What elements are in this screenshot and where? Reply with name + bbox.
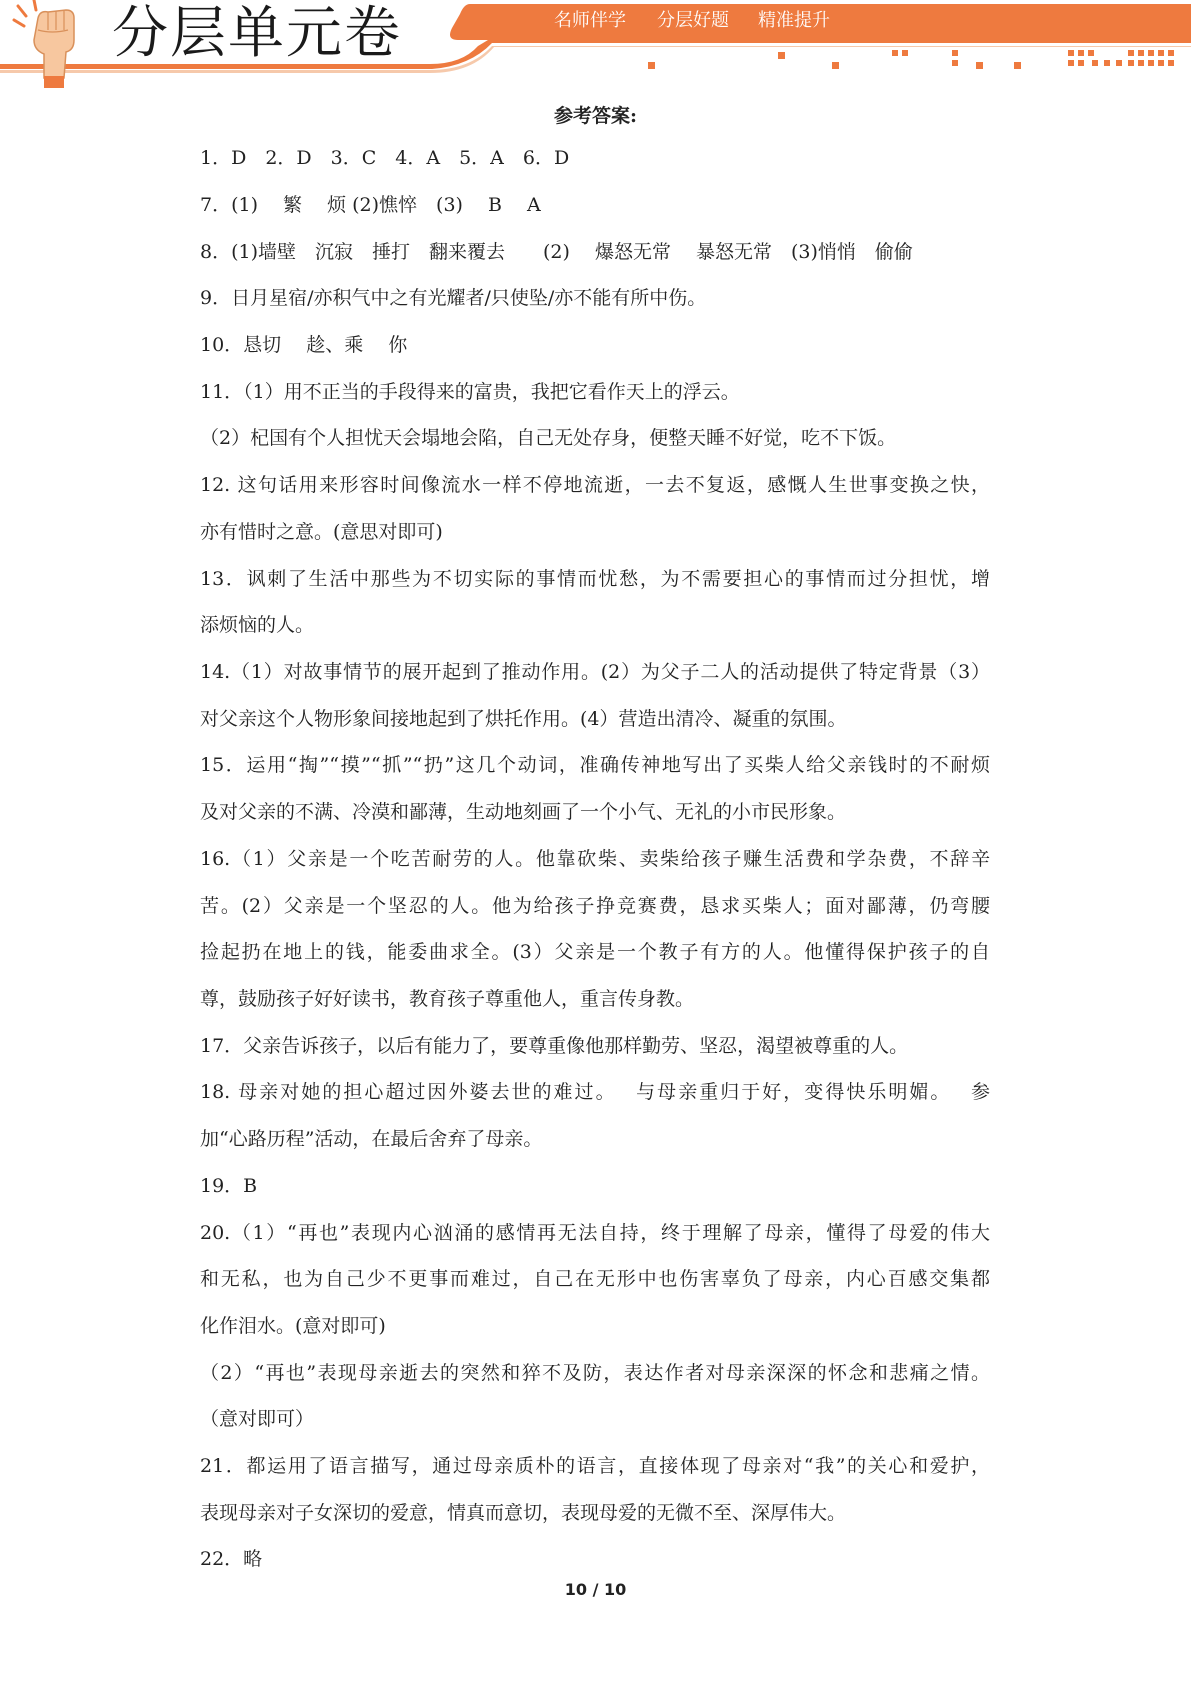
answer-line: 12. 这句话用来形容时间像流水一样不停地流逝，一去不复返，感慨人生世事变换之快， bbox=[200, 474, 990, 496]
answer-line: （2）“再也”表现母亲逝去的突然和猝不及防，表达作者对母亲深深的怀念和悲痛之情。 bbox=[200, 1362, 990, 1384]
slogan-1: 名师伴学 bbox=[554, 10, 626, 31]
answer-line: 亦有惜时之意。(意思对即可) bbox=[200, 521, 443, 543]
answer-line: 8．(1)墙壁 沉寂 捶打 翻来覆去 (2) 爆怒无常 暴怒无常 (3)悄悄 偷偷 bbox=[200, 241, 913, 263]
answer-line: 尊，鼓励孩子好好读书，教育孩子尊重他人，重言传身教。 bbox=[200, 988, 695, 1010]
answer-line: 14.（1）对故事情节的展开起到了推动作用。(2）为父子二人的活动提供了特定背景（3） bbox=[200, 661, 990, 683]
page-header bbox=[0, 0, 1191, 80]
page-number: 10 / 10 bbox=[564, 1580, 627, 1599]
answer-line: 20.（1）“再也”表现内心汹涌的感情再无法自持，终于理解了母亲，懂得了母爱的伟大 bbox=[200, 1222, 990, 1244]
answer-line: 1．D 2．D 3．C 4．A 5．A 6．D bbox=[200, 147, 570, 169]
answer-line: 和无私，也为自己少不更事而难过，自己在无形中也伤害辜负了母亲，内心百感交集都 bbox=[200, 1268, 990, 1290]
answer-line: 7．(1) 繁 烦 (2)憔悴 (3) B A bbox=[200, 194, 541, 216]
decorative-squares bbox=[0, 0, 1191, 80]
answer-line: 11．（1）用不正当的手段得来的富贵，我把它看作天上的浮云。 bbox=[200, 381, 740, 403]
answer-line: 19．B bbox=[200, 1175, 258, 1197]
slogan-3: 精准提升 bbox=[758, 10, 830, 31]
answer-line: 15．运用“掏”“摸”“抓”“扔”这几个动词，准确传神地写出了买柴人给父亲钱时的不耐烦 bbox=[200, 754, 990, 776]
answers-title: 参考答案: bbox=[553, 105, 637, 127]
answer-line: 18. 母亲对她的担心超过因外婆去世的难过。 与母亲重归于好，变得快乐明媚。 参 bbox=[200, 1081, 990, 1103]
answer-line: （2）杞国有个人担忧天会塌地会陷，自己无处存身，便整天睡不好觉，吃不下饭。 bbox=[200, 427, 897, 449]
answer-line: 10．恳切 趁、乘 你 bbox=[200, 334, 408, 356]
answer-line: 捡起扔在地上的钱，能委曲求全。(3）父亲是一个教子有方的人。他懂得保护孩子的自 bbox=[200, 941, 990, 963]
answer-line: 22．略 bbox=[200, 1548, 263, 1570]
answer-line: （意对即可） bbox=[200, 1408, 315, 1430]
answer-line: 及对父亲的不满、冷漠和鄙薄，生动地刻画了一个小气、无礼的小市民形象。 bbox=[200, 801, 847, 823]
answer-line: 17．父亲告诉孩子，以后有能力了，要尊重像他那样勤劳、坚忍，渴望被尊重的人。 bbox=[200, 1035, 909, 1057]
answer-line: 9．日月星宿/亦积气中之有光耀者/只使坠/亦不能有所中伤。 bbox=[200, 287, 707, 309]
brand-title: 分层单元卷 bbox=[112, 1, 402, 66]
answer-line: 对父亲这个人物形象间接地起到了烘托作用。(4）营造出清冷、凝重的氛围。 bbox=[200, 708, 847, 730]
answer-line: 16.（1）父亲是一个吃苦耐劳的人。他靠砍柴、卖柴给孩子赚生活费和学杂费，不辞辛 bbox=[200, 848, 990, 870]
answer-line: 表现母亲对子女深切的爱意，情真而意切，表现母爱的无微不至、深厚伟大。 bbox=[200, 1502, 847, 1524]
answer-line: 21．都运用了语言描写，通过母亲质朴的语言，直接体现了母亲对“我”的关心和爱护， bbox=[200, 1455, 990, 1477]
answer-line: 加“心路历程”活动，在最后舍弃了母亲。 bbox=[200, 1128, 543, 1150]
slogan-2: 分层好题 bbox=[657, 10, 729, 31]
answer-line: 13．讽刺了生活中那些为不切实际的事情而忧愁，为不需要担心的事情而过分担忧，增 bbox=[200, 568, 990, 590]
answer-line: 化作泪水。(意对即可) bbox=[200, 1315, 386, 1337]
answer-line: 添烦恼的人。 bbox=[200, 614, 315, 636]
answer-line: 苦。(2）父亲是一个坚忍的人。他为给孩子挣竞赛费，恳求买柴人；面对鄙薄，仍弯腰 bbox=[200, 895, 990, 917]
